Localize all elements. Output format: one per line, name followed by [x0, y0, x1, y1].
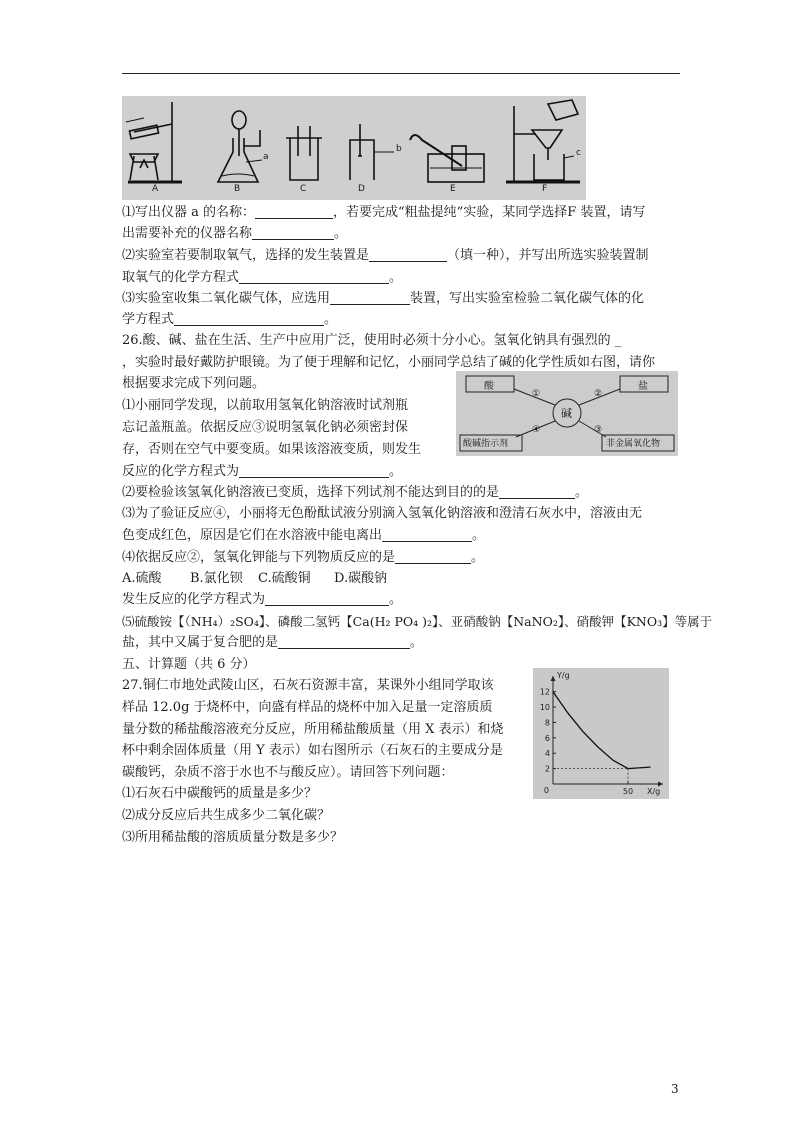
origin-label: 0	[543, 786, 549, 795]
q25-part2-line1	[122, 246, 649, 266]
apparatus-e	[410, 135, 484, 182]
diagram-indicator: 酸碱指示剂	[463, 439, 509, 449]
q25-p3a: ⑶实验室收集二氧化碳气体，应选用	[122, 291, 331, 306]
answer-blank[interactable]	[278, 634, 410, 649]
q25-part3-line1	[122, 289, 644, 309]
q25-part1-line2	[122, 224, 347, 244]
page-number: 3	[671, 1082, 679, 1096]
option-c: C.硫酸铜	[258, 571, 311, 586]
answer-blank[interactable]	[252, 225, 334, 240]
option-b: B.氯化钡	[190, 571, 243, 586]
apparatus-b	[218, 111, 262, 182]
answer-blank[interactable]	[499, 484, 575, 499]
apparatus-label-d: D	[358, 184, 365, 194]
q26-sub4-equation	[122, 590, 402, 610]
answer-blank[interactable]	[382, 527, 472, 542]
q25-part2-line2	[122, 268, 402, 288]
apparatus-label-e: E	[450, 184, 456, 194]
pointer-label-c: c	[576, 148, 581, 158]
pointer-label-a: a	[263, 152, 269, 162]
q26-s4d: 。	[389, 592, 403, 607]
apparatus-label-a: A	[152, 184, 159, 194]
q26-s4b: 。	[471, 550, 485, 565]
q26-s1e: 。	[389, 464, 403, 479]
y-tick-label: 2	[544, 764, 550, 774]
q26-s4a: ⑷依据反应②，氢氧化钾能与下列物质反应的是	[122, 550, 396, 565]
q25-p2b: （填一种），并写出所选实验装置制	[447, 248, 649, 263]
q26-s4c: 发生反应的化学方程式为	[122, 592, 266, 607]
answer-blank[interactable]	[239, 463, 389, 478]
y-tick-label: 6	[544, 733, 550, 743]
mass-chart-svg	[533, 668, 669, 799]
diagram-nonmetal-oxide: 非金属氧化物	[606, 439, 661, 449]
q25-p2d: 。	[389, 270, 403, 285]
q25-p1d: 。	[334, 226, 348, 241]
q25-p3d: 。	[324, 312, 338, 327]
q25-p1a: ⑴写出仪器 a 的名称：	[122, 205, 256, 220]
y-tick-label: 4	[544, 749, 550, 759]
x-axis-label: X/g	[647, 787, 661, 796]
answer-blank[interactable]	[174, 311, 324, 326]
series-line	[553, 692, 651, 769]
apparatus-d	[350, 124, 394, 180]
q25-part3-line2	[122, 310, 337, 330]
q27-line5: 碳酸钙，杂质不溶于水也不与酸反应）。请回答下列问题：	[122, 765, 454, 780]
answer-blank[interactable]	[330, 290, 410, 305]
answer-blank[interactable]	[369, 247, 447, 262]
q26-intro-line2: ，实验时最好戴防护眼镜。为了便于理解和记忆，小丽同学总结了碱的化学性质如右图，请你	[122, 355, 656, 370]
q26-sub5-line2	[122, 633, 423, 653]
q26-sub1-line2: 忘记盖瓶盖。依据反应③说明氢氧化钠必须密封保	[122, 420, 409, 435]
apparatus-label-b: B	[234, 184, 241, 194]
q27-line1: 27.铜仁市地处武陵山区，石灰石资源丰富，某课外小组同学取该	[122, 678, 494, 693]
apparatus-c	[286, 126, 322, 180]
q25-p1b: ，若要完成“粗盐提纯”实验，某同学选择F 装置，请写	[333, 205, 646, 220]
option-d: D.碳酸钠	[334, 571, 388, 586]
q27-line3: 量分数的稀盐酸溶液充分反应，所用稀盐酸质量（用 X 表示）和烧	[122, 722, 504, 737]
q27-line2: 样品 12.0g 于烧杯中，向盛有样品的烧杯中加入足量一定溶质质	[122, 700, 493, 715]
diagram-acid: 酸	[484, 381, 494, 392]
diagram-center-base: 碱	[561, 407, 572, 420]
q26-s5b: 盐，其中又属于复合肥的是	[122, 635, 279, 650]
q26-s1d: 反应的化学方程式为	[122, 464, 240, 479]
q26-options	[122, 569, 387, 589]
diagram-number-2: ②	[594, 389, 603, 399]
answer-blank[interactable]	[265, 591, 389, 606]
q26-s2a: ⑵要检验该氢氧化钠溶液已变质，选择下列试剂不能达到目的的是	[122, 485, 500, 500]
q25-p1c: 出需要补充的仪器名称	[122, 226, 253, 241]
apparatus-label-c: C	[300, 184, 307, 194]
q25-p2a: ⑵实验室若要制取氧气，选择的发生装置是	[122, 248, 370, 263]
q26-s5c: 。	[410, 635, 424, 650]
q26-sub1-line3: 存，否则在空气中要变质。如果该溶液变质，则发生	[122, 442, 422, 457]
y-axis-arrow	[551, 676, 556, 681]
q26-sub1-line4	[122, 462, 402, 482]
q25-p2c: 取氧气的化学方程式	[122, 270, 240, 285]
apparatus-f	[506, 100, 580, 182]
diagram-number-1: ①	[532, 389, 541, 399]
q27-line4: 杯中剩余固体质量（用 Y 表示）如右图所示（石灰石的主要成分是	[122, 743, 503, 758]
q26-sub1-line1: ⑴小丽同学发现，以前取用氢氧化钠溶液时试剂瓶	[122, 398, 409, 413]
q26-sub3-line2	[122, 526, 485, 546]
q25-p3c: 学方程式	[122, 312, 175, 327]
header-rule	[122, 73, 680, 74]
y-axis-label: Y/g	[557, 671, 570, 680]
q27-question1: ⑴石灰石中碳酸钙的质量是多少？	[122, 786, 318, 801]
q26-intro-line1: 26.酸、碱、盐在生活、生产中应用广泛，使用时必须十分小心。氢氧化钠具有强烈的 _	[122, 333, 622, 348]
q27-question2: ⑵成分反应后共生成多少二氧化碳？	[122, 808, 331, 823]
q26-s3b: 色变成红色，原因是它们在水溶液中能电离出	[122, 528, 383, 543]
apparatus-figure	[122, 96, 586, 200]
section-heading: 五、计算题（共 6 分）	[122, 657, 256, 672]
y-tick-label: 12	[539, 687, 550, 697]
x-axis-arrow	[658, 782, 663, 787]
base-properties-diagram	[456, 371, 678, 456]
q26-s3c: 。	[472, 528, 486, 543]
option-a: A.硫酸	[122, 571, 162, 586]
answer-blank[interactable]	[395, 549, 471, 564]
y-tick-label: 10	[539, 703, 550, 713]
mass-chart	[533, 668, 669, 799]
pointer-label-b: b	[396, 144, 402, 154]
y-tick-label: 8	[544, 718, 550, 728]
answer-blank[interactable]	[255, 204, 333, 219]
diagram-number-4: ④	[532, 425, 541, 435]
apparatus-a	[126, 102, 182, 182]
q26-sub2	[122, 483, 588, 503]
diagram-number-3: ③	[594, 425, 603, 435]
q26-sub3-line1: ⑶为了验证反应④，小丽将无色酚酞试液分别滴入氢氧化钠溶液和澄清石灰水中，溶液由无	[122, 506, 643, 521]
q25-part1-line1	[122, 203, 645, 223]
answer-blank[interactable]	[239, 269, 389, 284]
q26-intro-line3: 根据要求完成下列问题。	[122, 376, 266, 391]
x-tick-label: 50	[622, 787, 634, 796]
diagram-salt: 盐	[638, 381, 648, 392]
q25-p3b: 装置，写出实验室检验二氧化碳气体的化	[410, 291, 645, 306]
q26-s2b: 。	[575, 485, 589, 500]
q27-question3: ⑶所用稀盐酸的溶质质量分数是多少？	[122, 830, 344, 845]
q26-sub5-line1: ⑸硫酸铵【（NH₄）₂SO₄】、磷酸二氢钙【Ca(H₂ PO₄ )₂】、亚硝酸钠【NaNO₂】、硝酸钾【KNO₃】等属于	[122, 614, 713, 629]
q26-sub4	[122, 548, 484, 568]
apparatus-label-f: F	[542, 184, 548, 194]
